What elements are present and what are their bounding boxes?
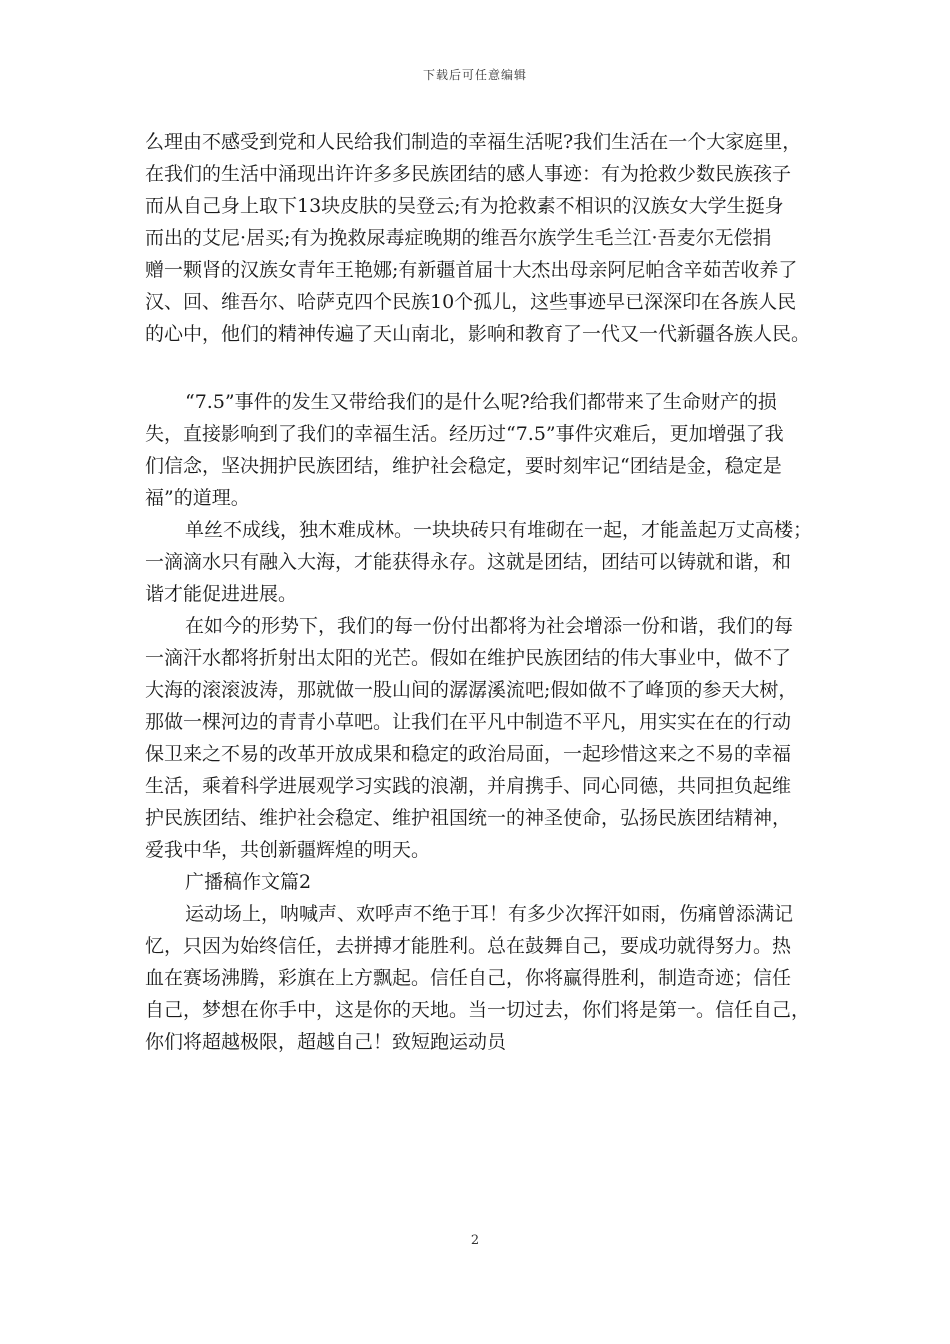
- text-line: 而从自己身上取下13块皮肤的吴登云;有为抢救素不相识的汉族女大学生挺身: [145, 195, 784, 217]
- paragraph-2: [145, 386, 817, 514]
- text-line: 自己，梦想在你手中，这是你的天地。当一切过去，你们将是第一。信任自己，: [145, 999, 811, 1021]
- text-line: 单丝不成线，独木难成林。一块块砖只有堆砌在一起，才能盖起万丈高楼；: [185, 519, 813, 541]
- text-line: 爱我中华，共创新疆辉煌的明天。: [145, 839, 431, 861]
- text-line: 们信念，坚决拥护民族团结，维护社会稳定，要时刻牢记“团结是金，稳定是: [145, 455, 782, 477]
- text-line: 血在赛场沸腾，彩旗在上方飘起。信任自己，你将赢得胜利，制造奇迹；信任: [145, 967, 792, 989]
- text-line: 失，直接影响到了我们的幸福生活。经历过“7.5”事件灾难后，更加增强了我: [145, 423, 784, 445]
- section-heading: [145, 866, 817, 898]
- paragraph-3: [145, 514, 817, 610]
- text-line: 谐才能促进进展。: [145, 583, 298, 605]
- text-line: 护民族团结、维护社会稳定、维护祖国统一的神圣使命，弘扬民族团结精神，: [145, 807, 792, 829]
- text-line: 大海的滚滚波涛，那就做一股山间的潺潺溪流吧;假如做不了峰顶的参天大树，: [145, 679, 798, 701]
- text-line: 那做一棵河边的青青小草吧。让我们在平凡中制造不平凡，用实实在在的行动: [145, 711, 792, 733]
- text-line: 保卫来之不易的改革开放成果和稳定的政治局面，一起珍惜这来之不易的幸福: [145, 743, 792, 765]
- text-line: 运动场上，呐喊声、欢呼声不绝于耳！有多少次挥汗如雨，伤痛曾添满记: [185, 903, 794, 925]
- paragraph-5: [145, 898, 817, 1058]
- page-number: 2: [470, 1233, 480, 1248]
- heading-line: 广播稿作文篇2: [185, 871, 312, 893]
- text-line: 而出的艾尼·居买;有为挽救尿毒症晚期的维吾尔族学生毛兰江·吾麦尔无偿捐: [145, 227, 772, 249]
- paragraph-gap: [145, 350, 817, 386]
- paragraph-4: [145, 610, 817, 866]
- text-line: 么理由不感受到党和人民给我们制造的幸福生活呢?我们生活在一个大家庭里，: [145, 131, 802, 153]
- text-line: 生活，乘着科学进展观学习实践的浪潮，并肩携手、同心同德，共同担负起维: [145, 775, 792, 797]
- document-body: [145, 126, 817, 1058]
- text-line: 的心中，他们的精神传遍了天山南北，影响和教育了一代又一代新疆各族人民。: [145, 323, 811, 345]
- text-line: 赠一颗肾的汉族女青年王艳娜;有新疆首届十大杰出母亲阿尼帕含辛茹苦收养了: [145, 259, 798, 281]
- text-line: 在我们的生活中涌现出许许多多民族团结的感人事迹：有为抢救少数民族孩子: [145, 163, 792, 185]
- text-line: 你们将超越极限，超越自己！致短跑运动员: [145, 1031, 507, 1053]
- text-line: 忆，只因为始终信任，去拼搏才能胜利。总在鼓舞自己，要成功就得努力。热: [145, 935, 792, 957]
- text-line: 汉、回、维吾尔、哈萨克四个民族10个孤儿，这些事迹早已深深印在各族人民: [145, 291, 797, 313]
- text-line: 在如今的形势下，我们的每一份付出都将为社会增添一份和谐，我们的每: [185, 615, 794, 637]
- paragraph-1: [145, 126, 817, 350]
- text-line: 一滴汗水都将折射出太阳的光芒。假如在维护民族团结的伟大事业中，做不了: [145, 647, 792, 669]
- text-line: “7.5”事件的发生又带给我们的是什么呢?给我们都带来了生命财产的损: [185, 391, 777, 413]
- text-line: 福”的道理。: [145, 487, 250, 509]
- text-line: 一滴滴水只有融入大海，才能获得永存。这就是团结，团结可以铸就和谐，和: [145, 551, 792, 573]
- page-header: 下载后可任意编辑: [422, 68, 527, 82]
